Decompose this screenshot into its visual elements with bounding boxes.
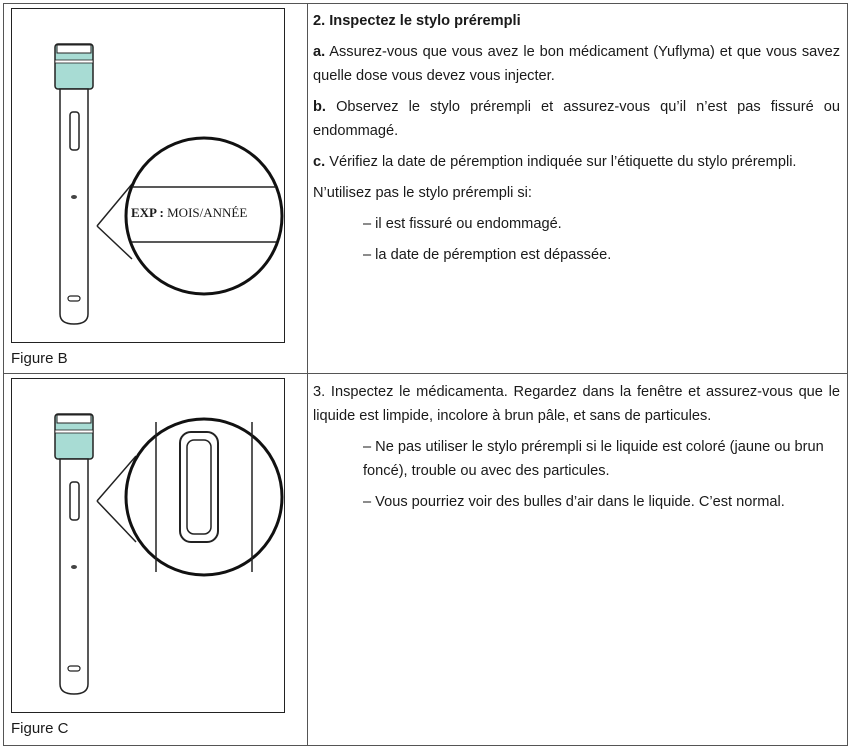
instruction-table bbox=[3, 3, 848, 746]
dont-use-item: – la date de péremption est dépassée. bbox=[363, 247, 612, 263]
dont-use-item: – il est fissuré ou endommagé. bbox=[363, 216, 562, 232]
exp-label: EXP : MOIS/ANNÉE bbox=[131, 205, 248, 220]
prefilled-pen-illustration bbox=[4, 374, 304, 746]
figure-c-caption: Figure C bbox=[11, 720, 69, 737]
step-3-text bbox=[313, 380, 840, 514]
dont-use-intro: N’utilisez pas le stylo prérempli si: bbox=[313, 185, 532, 201]
prefilled-pen-illustration bbox=[4, 4, 304, 373]
step-3-paragraph: 3. Inspectez le médicamenta. Regardez dans la fenêtre et assurez-vous que le liquide est limpide, incolore à brun pâle, et sans de particules. bbox=[313, 384, 840, 424]
item-a: a. Assurez-vous que vous avez le bon médicament (Yuflyma) et que vous savez quelle dose vous devez vous injecter. bbox=[313, 44, 840, 84]
item-b: b. Observez le stylo prérempli et assurez-vous qu’il n’est pas fissuré ou endommagé. bbox=[313, 99, 840, 139]
item-c: c. Vérifiez la date de péremption indiquée sur l’étiquette du stylo prérempli. bbox=[313, 154, 797, 170]
figure-b-cell bbox=[4, 4, 308, 373]
step-2-text bbox=[313, 9, 840, 267]
step-3-bullet: – Vous pourriez voir des bulles d’air dans le liquide. C’est normal. bbox=[363, 494, 785, 510]
figure-b-caption: Figure B bbox=[11, 350, 68, 367]
step-2-heading: 2. Inspectez le stylo prérempli bbox=[313, 13, 521, 29]
step-3-bullet: – Ne pas utiliser le stylo prérempli si le liquide est coloré (jaune ou brun foncé), trouble ou avec des particules. bbox=[363, 439, 824, 479]
figure-c-cell bbox=[4, 374, 308, 746]
